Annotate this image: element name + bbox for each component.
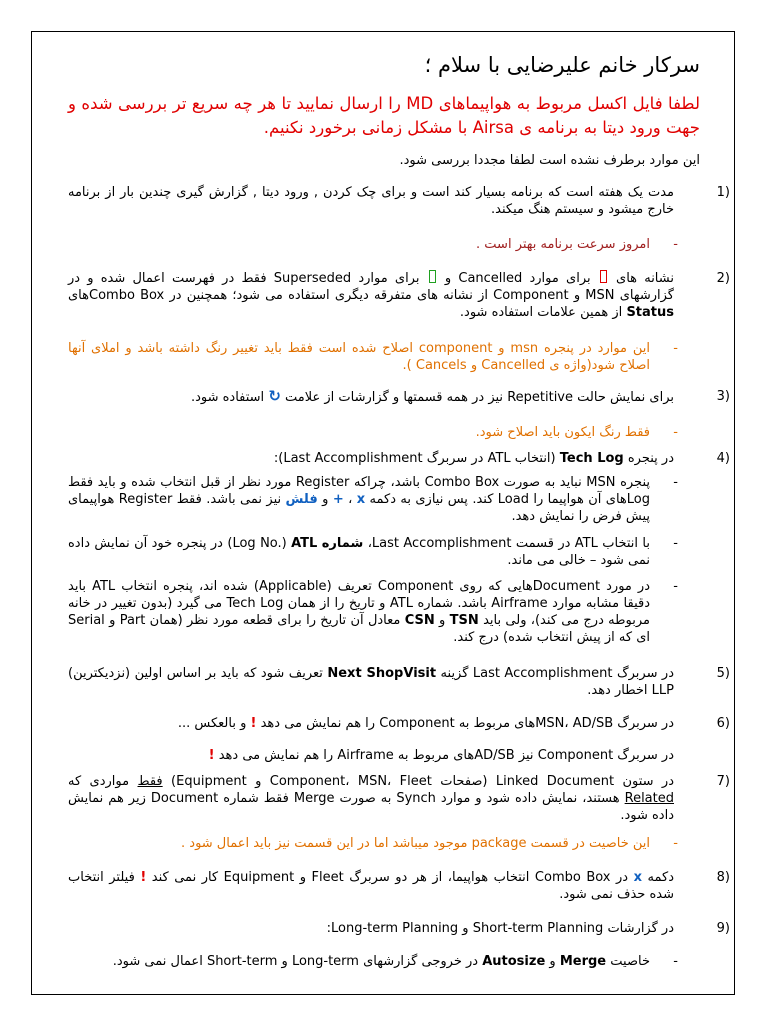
item-number: 1) [716,185,730,200]
list-item-4: 4) در پنجره Tech Log (انتخاب ATL در سربرگ Last Accomplishment): [273,451,730,466]
sub-item-2: - این موارد در پنجره msn و component اصلاح شده است فقط باید تغییر رنگ داشته باشد و املای آنها اصلاح شود(واژه ی Cancelled و Cancels ). [68,341,678,373]
item-number: 5) [716,666,730,681]
document-content [32,32,734,994]
item-number: 4) [716,451,730,466]
green-square-icon [429,270,436,283]
document-page [31,31,735,995]
sub-item-7: - این خاصیت در قسمت package موجود میباشد اما در این قسمت نیز باید اعمال شود . [181,836,678,851]
sub-item-4b: - با انتخاب ATL در قسمت Last Accomplishment، شماره (Log No.) ATL در پنجره خود آن نمایش داده نمی شود – خالی می ماند. [68,536,678,568]
item-number: 9) [716,921,730,936]
list-item-8: 8) دکمه x در Combo Box انتخاب هواپیما، از هر دو سربرگ Fleet و Equipment کار نمی کند ! فیلتر انتخاب شده حذف نمی شود. [68,870,730,902]
item-number: 7) [716,774,730,789]
x-button-label: x [356,492,366,507]
item-number: 2) [716,271,730,286]
sub-item-3: - فقط رنگ ایکون باید اصلاح شود. [475,425,678,440]
request-paragraph: لطفا فایل اکسل مربوط به هواپیماهای MD را ارسال نمایید تا هر چه سریع تر بررسی شده و جهت ورود دیتا به برنامه ی Airsa با مشکل زمانی برخورد نکنیم. [68,94,700,137]
list-item-5: 5) در سربرگ Last Accomplishment گزینه Next ShopVisit تعریف شود که باید بر اساس اولین (نزدیکترین) LLP اخطار دهد. [68,666,730,698]
refresh-icon: ↻ [268,387,281,405]
list-item-9: 9) در گزارشات Short-term Planning و Long-term Planning: [326,921,730,936]
sub-item-4a: - پنجره MSN نباید به صورت Combo Box باشد، چراکه Register مورد نظر از قبل انتخاب شده و باید فقط Logهای آن هواپیما را Load کند. پس نیازی به دکمه x ، + و فلش نیز نمی باشد. فقط Register هواپیمای پیش فرض را نمایش دهد. [68,475,678,524]
greeting: سرکار خانم علیرضایی با سلام ؛ [424,53,700,77]
list-item-1: 1) مدت یک هفته است که برنامه بسیار کند است و برای چک کردن , ورود دیتا , گزارش گیری چندین بار از برنامه خارج میشود و سیستم هنگ میکند. [68,185,730,217]
item-number: 8) [716,870,730,885]
sub-item-9: - خاصیت Merge و Autosize در خروجی گزارشهای Long-term و Short-term اعمال نمی شود. [112,954,678,969]
intro-text: این موارد برطرف نشده است لطفا مجددا بررسی شود. [399,153,700,168]
list-item-2: 2) نشانه های برای موارد Cancelled و برای موارد Superseded فقط در فهرست اعمال شده و در گزارشهای MSN و Component از نشانه های متفرقه دیگری استفاده می شود؛ همچنین در Combo Boxهای Status از همین علامات استفاده شود. [68,271,730,320]
item-number: 6) [716,716,730,731]
list-item-3: 3) برای نمایش حالت Repetitive نیز در همه قسمتها و گزارشات از علامت ↻ استفاده شود. [190,387,730,405]
item-number: 3) [716,389,730,404]
sub-item-1: - امروز سرعت برنامه بهتر است . [476,237,678,252]
list-item-6: 6) در سربرگ MSN، AD/SBهای مربوط به Component را هم نمایش می دهد ! و بالعکس ... [177,716,730,731]
sub-item-4c: - در مورد Documentهایی که روی Component تعریف (Applicable) شده اند، پنجره انتخاب ATL باید دقیقا مشابه موارد Airframe باشد. شماره ATL و تاریخ را از همان Tech Log می گیرد (بدون تغییر در خانه مربوطه درج می کند)، ولی باید TSN و CSN معادل آن تاریخ را برای قطعه مورد نظر (همان Part و Serial ای که از پیش انتخاب شده) درج کند. [68,579,678,645]
plus-button-label: + [332,492,344,507]
red-square-icon [600,270,607,283]
list-item-6-continued: در سربرگ Component نیز AD/SBهای مربوط به Airframe را هم نمایش می دهد ! [208,748,674,763]
list-item-7: 7) در ستون Linked Document (صفحات Component، MSN، Fleet و Equipment) فقط مواردی که Related هستند، نمایش داده شود و موارد Synch به صورت Merge فقط شماره Document زیر هم نمایش داده شود. [68,774,730,823]
